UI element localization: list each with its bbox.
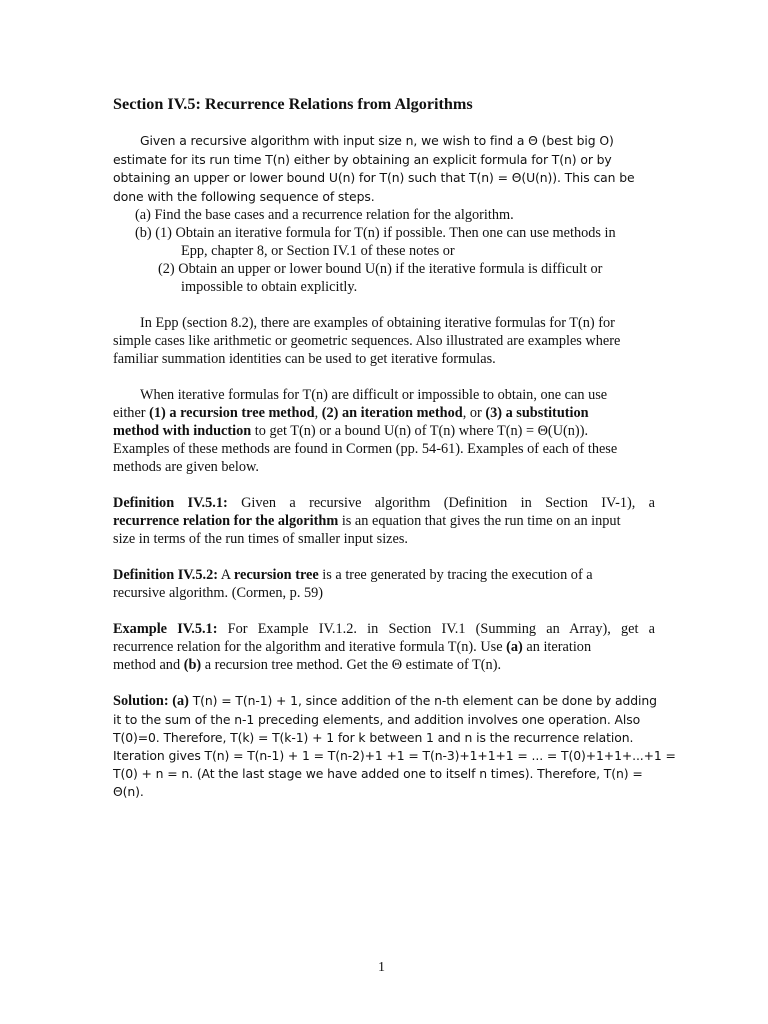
definition-1-line-3: size in terms of the run times of smaller input sizes. [113,531,409,547]
intro-line-3: obtaining an upper or lower bound U(n) for T(n) such that T(n) = Θ(U(n)). This can be [113,170,635,185]
section-title [113,95,473,113]
method-iteration: (2) an iteration method [321,405,463,421]
page-number: 1 [378,960,385,975]
intro-line-4: done with the following sequence of steps. [113,189,375,204]
methods-line-3: method with induction to get T(n) or a bound U(n) of T(n) where T(n) = Θ(U(n)). [113,423,589,439]
intro-line-2: estimate for its run time T(n) either by obtaining an explicit formula for T(n) or by [113,152,612,167]
example-label: Example IV.5.1: [113,621,218,637]
definition-1-line-2: recurrence relation for the algorithm is an equation that gives the run time on an input [113,513,621,529]
section-heading: : Recurrence Relations from Algorithms [195,95,473,113]
definition-2-label: Definition IV.5.2: [113,567,218,583]
example-line-1: Example IV.5.1: For Example IV.1.2. in Section IV.1 (Summing an Array), get a [113,621,655,637]
solution-label: Solution: (a) [113,693,189,709]
methods-line-4: Examples of these methods are found in Cormen (pp. 54-61). Examples of each of these [113,441,618,457]
solution-line-2: it to the sum of the n-1 preceding elements, and addition involves one operation. Also [113,712,641,727]
methods-line-1: When iterative formulas for T(n) are difficult or impossible to obtain, one can use [140,387,608,403]
methods-line-2: either (1) a recursion tree method, (2) an iteration method, or (3) a substitution [113,405,589,421]
method-substitution: (3) a substitution [485,405,589,421]
step-b1: (b) (1) Obtain an iterative formula for T(n) if possible. Then one can use methods in [135,225,616,241]
methods-line-5: methods are given below. [113,459,259,475]
section-number: Section IV.5 [113,95,196,113]
solution-line-4: Iteration gives T(n) = T(n-1) + 1 = T(n-2)+1 +1 = T(n-3)+1+1+1 = ... = T(0)+1+1+...+1 = [113,748,676,763]
solution-line-3: T(0)=0. Therefore, T(k) = T(k-1) + 1 for k between 1 and n is the recurrence relation. [113,730,634,745]
epp-line-2: simple cases like arithmetic or geometric sequences. Also illustrated are examples where [113,333,621,349]
definition-1-label: Definition IV.5.1: [113,495,228,511]
example-line-2: recurrence relation for the algorithm and iterative formula T(n). Use (a) an iteration [113,639,592,655]
step-a: (a) Find the base cases and a recurrence relation for the algorithm. [135,207,514,223]
step-b1-continued: Epp, chapter 8, or Section IV.1 of these notes or [181,243,455,259]
step-b2: (2) Obtain an upper or lower bound U(n) if the iterative formula is difficult or [158,261,603,277]
method-recursion-tree: (1) a recursion tree method [149,405,315,421]
solution-line-5: T(0) + n = n. (At the last stage we have added one to itself n times). Therefore, T(n) = [113,766,643,781]
step-b2-continued: impossible to obtain explicitly. [181,279,358,295]
solution-line-6: Θ(n). [113,784,144,799]
solution-line-1: Solution: (a) T(n) = T(n-1) + 1, since addition of the n-th element can be done by adding [113,693,657,709]
example-line-3: method and (b) a recursion tree method. Get the Θ estimate of T(n). [113,657,502,673]
definition-2-line-2: recursive algorithm. (Cormen, p. 59) [113,585,324,601]
epp-line-3: familiar summation identities can be used to get iterative formulas. [113,351,496,367]
definition-1-line-1: Definition IV.5.1: Given a recursive algorithm (Definition in Section IV-1), a [113,495,655,511]
intro-line-1: Given a recursive algorithm with input size n, we wish to find a Θ (best big O) [140,133,614,148]
definition-2-line-1: Definition IV.5.2: A recursion tree is a tree generated by tracing the execution of a [113,567,593,583]
epp-line-1: In Epp (section 8.2), there are examples of obtaining iterative formulas for T(n) for [140,315,615,331]
